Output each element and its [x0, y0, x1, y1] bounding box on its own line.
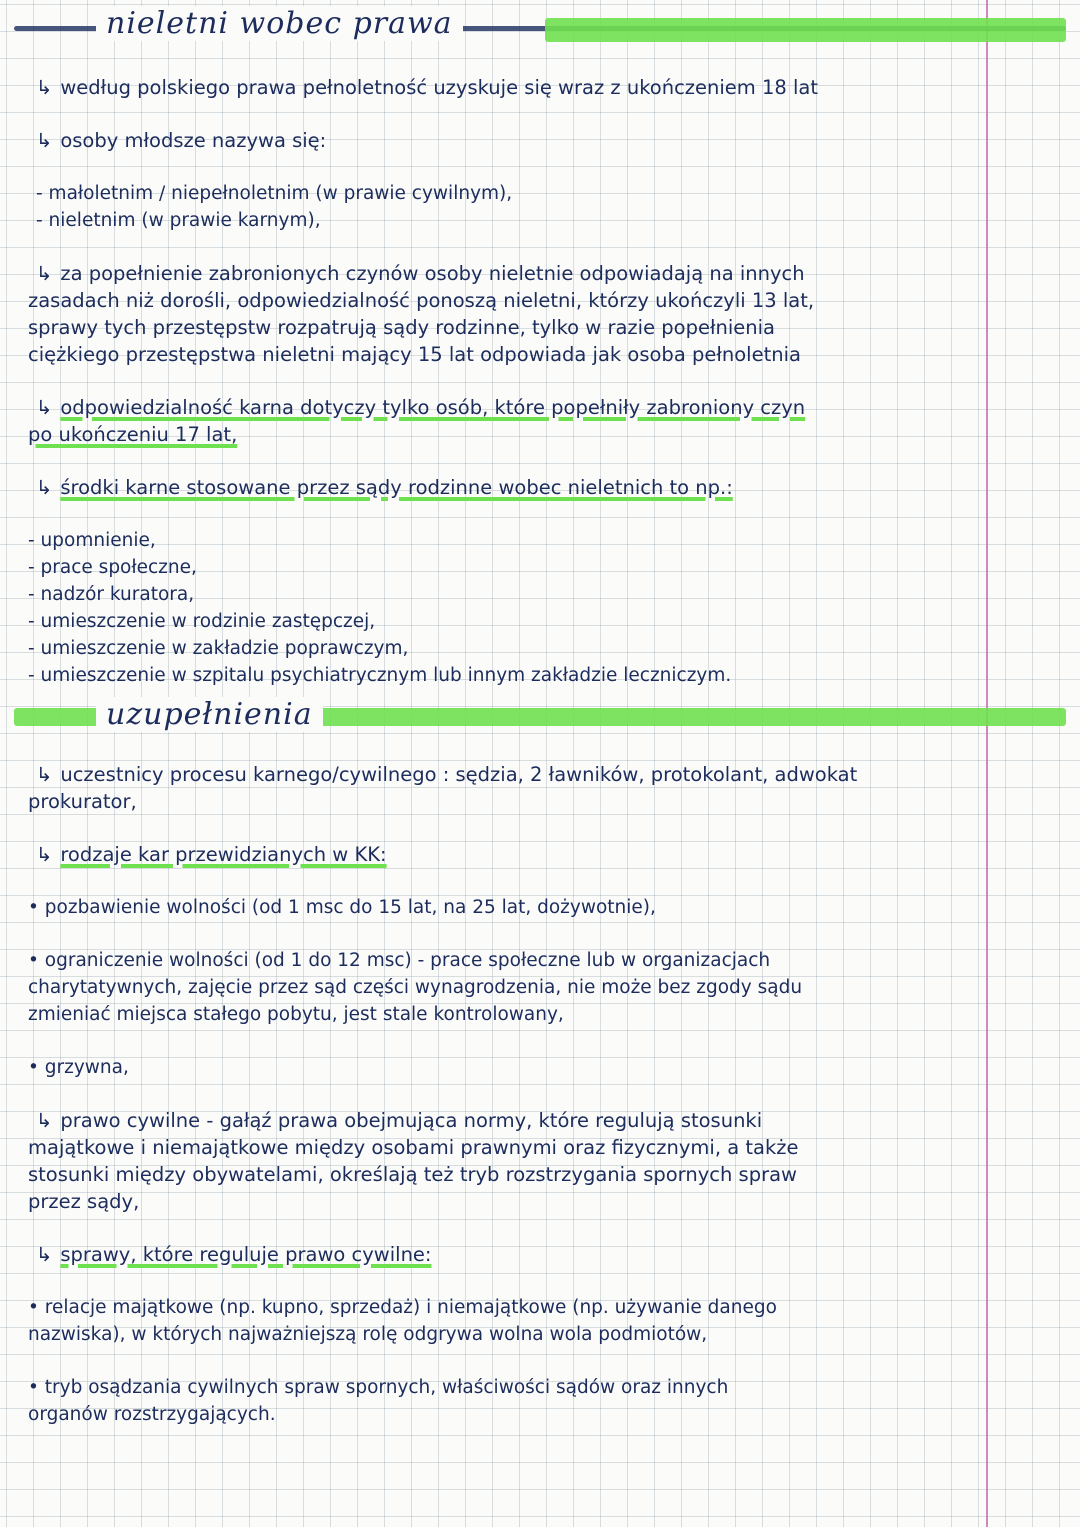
arrow-icon: ↳: [36, 1109, 53, 1132]
bullet-continuation: charytatywnych, zajęcie przez sąd części wynagrodzenia, nie może bez zgody sądu: [28, 977, 803, 998]
text: prawo cywilne - gałąź prawa obejmująca normy, które regulują stosunki: [60, 1109, 763, 1132]
list-item: - umieszczenie w szpitalu psychiatrycznym lub innym zakładzie leczniczym.: [28, 665, 732, 686]
list-item: - umieszczenie w zakładzie poprawczym,: [28, 638, 409, 659]
s2-p1-line-1: [36, 761, 1066, 788]
arrow-icon: ↳: [36, 76, 53, 99]
line-younger-persons: [36, 127, 1066, 154]
p3-lead: [36, 474, 1066, 501]
s2-p3-line-4: przez sądy,: [28, 1190, 140, 1213]
text: po ukończeniu 17 lat,: [28, 423, 238, 446]
text: uczestnicy procesu karnego/cywilnego : sędzia, 2 ławników, protokolant, adwokat: [60, 763, 858, 786]
p1-line-4: ciężkiego przestępstwa nieletni mający 15 lat odpowiada jak osoba pełnoletnia: [28, 343, 801, 366]
arrow-icon: ↳: [36, 396, 53, 419]
s2-p2-lead: [36, 841, 1066, 868]
arrow-icon: ↳: [36, 476, 53, 499]
heading-highlight-1b: [545, 18, 1066, 42]
text: odpowiedzialność karna dotyczy tylko osób, które popełniły zabroniony czyn: [60, 396, 806, 419]
arrow-icon: ↳: [36, 129, 53, 152]
s2-p1-line-2: prokurator,: [28, 790, 137, 813]
list-item: - prace społeczne,: [28, 557, 197, 578]
arrow-icon: ↳: [36, 262, 53, 285]
list-item: - umieszczenie w rodzinie zastępczej,: [28, 611, 376, 632]
text: sprawy, które reguluje prawo cywilne:: [60, 1243, 432, 1266]
line-majority-age: [36, 74, 1066, 101]
bullet-item: • tryb osądzania cywilnych spraw spornych, właściwości sądów oraz innych: [28, 1377, 729, 1398]
section-heading-2: uzupełnienia: [96, 697, 323, 732]
bullet-item: • grzywna,: [28, 1057, 129, 1078]
arrow-icon: ↳: [36, 1243, 53, 1266]
s2-p4-lead: [36, 1241, 1066, 1268]
list-item: - upomnienie,: [28, 530, 156, 551]
p1-line-3: sprawy tych przestępstw rozpatrują sądy rodzinne, tylko w razie popełnienia: [28, 316, 775, 339]
p2-line-2: [28, 421, 1066, 448]
section-heading-1: nieletni wobec prawa: [96, 6, 463, 41]
bullet-continuation: organów rozstrzygających.: [28, 1404, 276, 1425]
bullet-continuation: nazwiska), w których najważniejszą rolę odgrywa wolna wola podmiotów,: [28, 1324, 708, 1345]
text: według polskiego prawa pełnoletność uzyskuje się wraz z ukończeniem 18 lat: [60, 76, 819, 99]
s2-p3-line-2: majątkowe i niemajątkowe między osobami prawnymi oraz fizycznymi, a także: [28, 1136, 799, 1159]
p1-line-2: zasadach niż dorośli, odpowiedzialność ponoszą nieletni, którzy ukończyli 13 lat,: [28, 289, 815, 312]
bullet-item: • pozbawienie wolności (od 1 msc do 15 lat, na 25 lat, dożywotnie),: [28, 897, 656, 918]
arrow-icon: ↳: [36, 763, 53, 786]
list-item: - nadzór kuratora,: [28, 584, 195, 605]
p1-line-1: [36, 260, 1066, 287]
line-minor-civil: - małoletnim / niepełnoletnim (w prawie cywilnym),: [36, 183, 513, 204]
bullet-continuation: zmieniać miejsca stałego pobytu, jest stale kontrolowany,: [28, 1004, 564, 1025]
text: rodzaje kar przewidzianych w KK:: [60, 843, 387, 866]
text: za popełnienie zabronionych czynów osoby nieletnie odpowiadają na innych: [60, 262, 805, 285]
s2-p3-line-1: [36, 1107, 1066, 1134]
text: osoby młodsze nazywa się:: [60, 129, 327, 152]
bullet-item: • relacje majątkowe (np. kupno, sprzedaż) i niemajątkowe (np. używanie danego: [28, 1297, 777, 1318]
arrow-icon: ↳: [36, 843, 53, 866]
bullet-item: • ograniczenie wolności (od 1 do 12 msc) - prace społeczne lub w organizacjach: [28, 950, 771, 971]
text: środki karne stosowane przez sądy rodzinne wobec nieletnich to np.:: [60, 476, 733, 499]
p2-line-1: [36, 394, 1066, 421]
line-minor-criminal: - nieletnim (w prawie karnym),: [36, 210, 321, 231]
s2-p3-line-3: stosunki między obywatelami, określają też tryb rozstrzygania spornych spraw: [28, 1163, 797, 1186]
